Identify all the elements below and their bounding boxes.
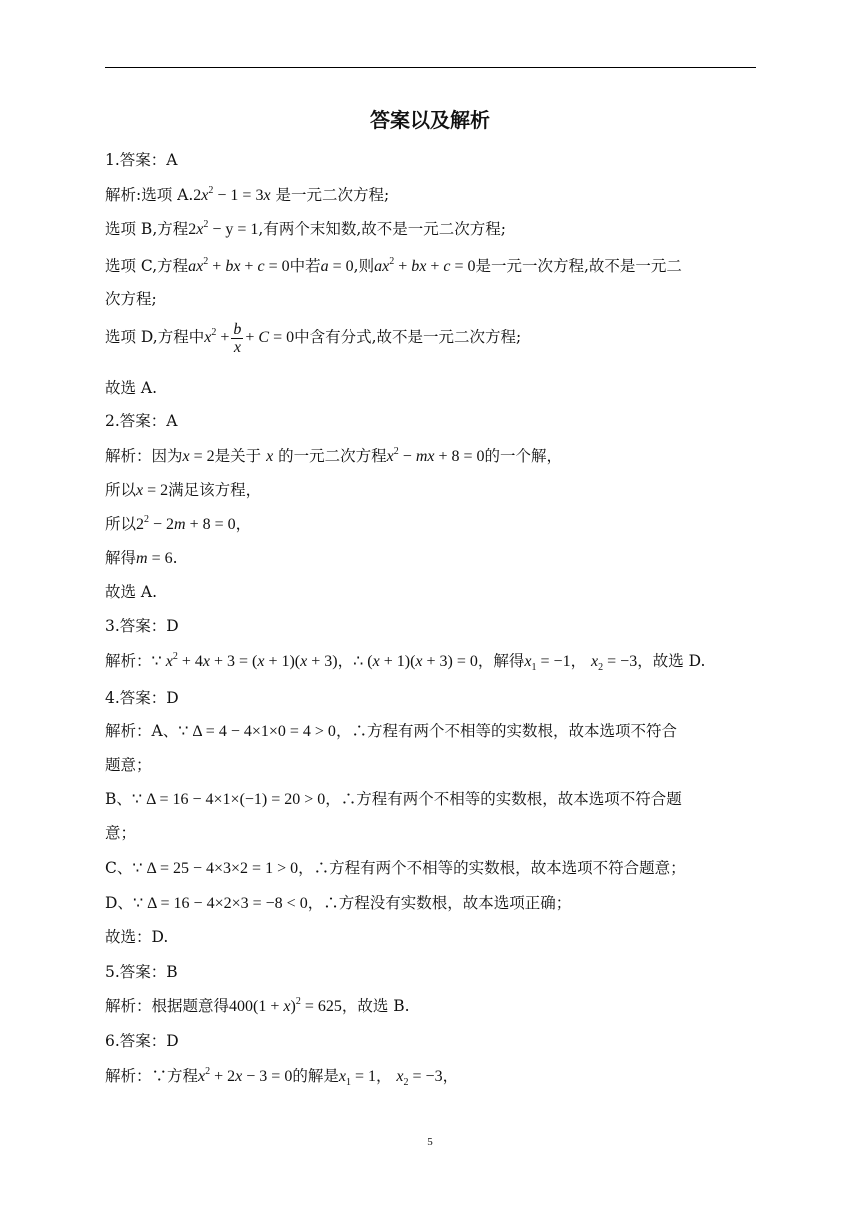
q6-answer: 6.答案：D xyxy=(105,1032,179,1050)
q4-option-b: B、∵ Δ = 16 − 4×1×(−1) = 20 > 0，∴方程有两个不相等的实数根，故本选项不符合题 xyxy=(105,790,682,808)
q1-line-3: 选项 C,方程$ax^2$ + bx + c = 0中若a = 0,则$ax^2$ + bx + c = 0是一元一次方程,故不是一元二 xyxy=(105,256,682,275)
q4-option-a: 解析：A、∵ Δ = 4 − 4×1×0 = 4 > 0，∴方程有两个不相等的实数根，故本选项不符合 xyxy=(105,722,677,740)
q2-answer: 2.答案：A xyxy=(105,412,178,430)
q4-conclusion: 故选：D. xyxy=(105,928,169,946)
q1-line-2: 选项 B,方程$2x^2 - y = 1$,有两个末知数,故不是一元二次方程; xyxy=(105,219,506,238)
q4-option-d: D、∵ Δ = 16 − 4×2×3 = −8 < 0，∴方程没有实数根，故本选项正确； xyxy=(105,894,572,912)
q4-option-a-cont: 题意； xyxy=(105,756,152,774)
q2-line-3: 所以$2^2 - 2m + 8 = 0$， xyxy=(105,514,252,533)
q1-conclusion: 故选 A. xyxy=(105,379,158,397)
page-title: 答案以及解析 xyxy=(370,108,490,132)
q1-line-4: 选项 D,方程中$x^2$ + $\frac{b}{x}$ + C = 0中含有分式,故不是一元二次方程; xyxy=(105,321,522,356)
q1-answer: 1.答案：A xyxy=(105,151,178,169)
q1-line-3-cont: 次方程; xyxy=(105,290,157,308)
q3-line-1: 解析：∵ $x^2 + 4x + 3 = (x + 1)(x + 3)$，∴ (x + 1)(x + 3) = 0，解得$x_1 = -1$， $x_2 = -3$，故选 D. xyxy=(105,651,706,673)
q4-answer: 4.答案：D xyxy=(105,689,179,707)
q3-answer: 3.答案：D xyxy=(105,617,179,635)
q4-option-c: C、∵ Δ = 25 − 4×3×2 = 1 > 0，∴方程有两个不相等的实数根，故本选项不符合题意； xyxy=(105,859,686,877)
header-rule xyxy=(105,67,756,68)
q4-option-b-cont: 意； xyxy=(105,824,137,842)
q6-line-1: 解析：∵方程$x^2 + 2x - 3 = 0$的解是$x_1 = 1$， $x_2 = -3$， xyxy=(105,1066,459,1088)
q2-line-4: 解得m = 6. xyxy=(105,549,178,567)
q2-line-2: 所以x = 2满足该方程， xyxy=(105,481,262,499)
page-number: 5 xyxy=(427,1136,433,1148)
q2-conclusion: 故选 A. xyxy=(105,583,158,601)
q2-line-1: 解析：因为x = 2是关于 x 的一元二次方程$x^2$ − mx + 8 = 0的一个解， xyxy=(105,446,563,465)
q5-answer: 5.答案：B xyxy=(105,963,178,981)
q5-line-1: 解析：根据题意得$400(1 + x)^2 = 625$，故选 B. xyxy=(105,996,410,1015)
q1-line-1: 解析:选项 $A.2x^2 - 1 = 3x$ 是一元二次方程; xyxy=(105,185,390,204)
